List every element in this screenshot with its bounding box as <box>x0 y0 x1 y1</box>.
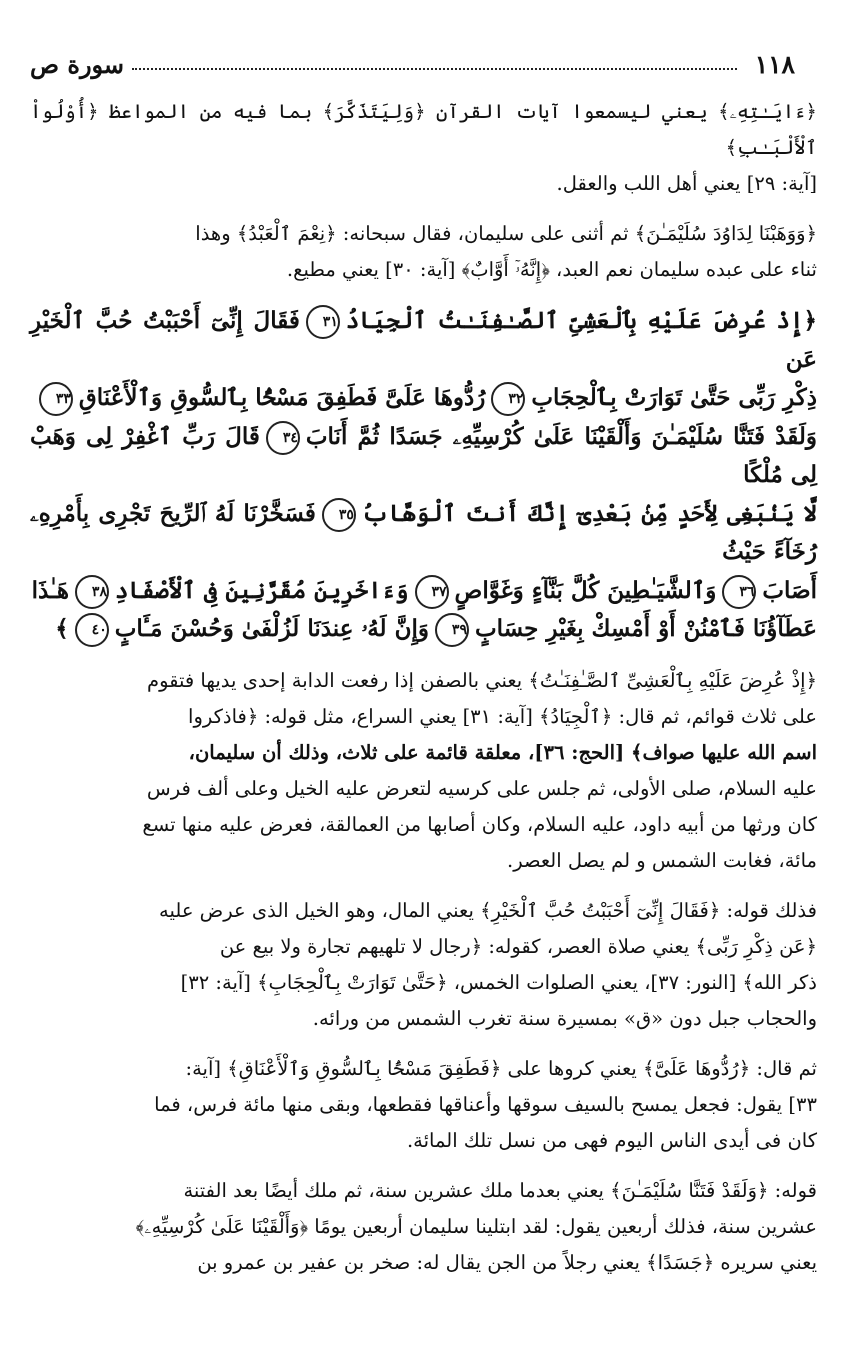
text-line: ﴿عَن ذِكْرِ رَبِّى﴾ يعني صلاة العصر، كقوله: ﴿رجال لا تلهيهم تجارة ولا بيع عن <box>219 934 817 958</box>
text-line: ﴿وَوَهَبْنَا لِدَاوُدَ سُلَيْمَـٰنَ﴾ ثم أثنى على سليمان، فقال سبحانه: ﴿نِعْمَ ٱلْعَبْدُ﴾ وهذا <box>195 222 817 245</box>
quran-line: عَطَآؤُنَا فَٱمْنُنْ أَوْ أَمْسِكْ بِغَيْرِ حِسَابٍ٣٩وَإِنَّ لَهُۥ عِندَنَا لَزُلْفَىٰ وَحُسْنَ مَـَٔابٍ٤٠﴾ <box>30 610 817 649</box>
text-line: كان ورثها من أبيه داود، عليه السلام، وكان أصابها من العمالقة، فعرض عليه منها تسع <box>142 812 817 836</box>
text-line: ﴿ءَايَـٰتِهِۦ﴾ يعني ليسمعوا آيات القرآن ﴿وَلِيَتَذَكَّرَ﴾ بما فيه من المواعظ ﴿أُوْلُواْ ٱلْأَلْبَـٰبِ﴾ <box>30 100 817 159</box>
commentary-3 <box>30 1051 817 1159</box>
text-line: ٣٣] يقول: فجعل يمسح بالسيف سوقها وأعناقها فقطعها، وبقى منها مائة فرس، فما <box>154 1092 817 1116</box>
page-header <box>30 44 795 84</box>
verse-end-marker: ٣١ <box>306 305 340 339</box>
text-line: ثناء على عبده سليمان نعم العبد، ﴿إِنَّهُۥٓ أَوَّابٌ﴾ [آية: ٣٠] يعني مطيع. <box>286 258 817 281</box>
quran-line: ذِكْرِ رَبِّى حَتَّىٰ تَوَارَتْ بِٱلْحِجَابِ٣٢رُدُّوهَا عَلَىَّ فَطَفِقَ مَسْحًۢا بِٱلسُّوقِ وَٱلْأَعْنَاقِ٣٣ <box>30 379 817 418</box>
text-line: مائة، فغابت الشمس و لم يصل العصر. <box>507 848 817 872</box>
text-line: ذكر الله﴾ [النور: ٣٧]، يعني الصلوات الخمس، ﴿حَتَّىٰ تَوَارَتْ بِٱلْحِجَابِ﴾ [آية: ٣٢] <box>180 970 817 994</box>
commentary-4 <box>30 1173 817 1281</box>
page-number: ١١٨ <box>754 49 795 79</box>
verse-end-marker: ٤٠ <box>75 613 109 647</box>
commentary-2 <box>30 893 817 1037</box>
verse-end-marker: ٣٣ <box>39 382 73 416</box>
text-line: ﴿إِذْ عُرِضَ عَلَيْهِ بِٱلْعَشِىِّ ٱلصَّـٰفِنَـٰتُ﴾ يعني بالصفن إذا رفعت الدابة إحدى يديها فتقوم <box>147 668 817 692</box>
text-line: اسم الله عليها صواف﴾ [الحج: ٣٦]، معلقة قائمة على ثلاث، وذلك أن سليمان، <box>188 740 817 764</box>
surah-title: سورة ص <box>30 49 125 79</box>
text-line: يعني سريره ﴿جَسَدًا﴾ يعني رجلاً من الجن يقال له: صخر بن عفير بن عمرو بن <box>197 1250 817 1274</box>
commentary-1 <box>30 663 817 879</box>
text-line: عشرين سنة، فذلك أربعين يقول: لقد ابتلينا سليمان أربعين يومًا ﴿وَأَلْقَيْنَا عَلَىٰ كُرْسِيِّهِۦ﴾ <box>135 1214 817 1238</box>
text-line: كان فى أيدى الناس اليوم فهى من نسل تلك المائة. <box>406 1128 817 1152</box>
text-line: عليه السلام، صلى الأولى، ثم جلس على كرسيه لتعرض عليه الخيل وعلى ألف فرس <box>146 776 817 800</box>
verse-end-marker: ٣٥ <box>322 498 356 532</box>
quran-line: وَلَقَدْ فَتَنَّا سُلَيْمَـٰنَ وَأَلْقَيْنَا عَلَىٰ كُرْسِيِّهِۦ جَسَدًا ثُمَّ أَنَابَ٣٤قَالَ رَبِّ ٱغْفِرْ لِى وَهَبْ لِى مُلْكًا <box>30 422 817 488</box>
text-line: على ثلاث قوائم، ثم قال: ﴿ٱلْجِيَادُ﴾ [آية: ٣١] يعني السراع، مثل قوله: ﴿فاذكروا <box>188 704 817 728</box>
quran-block <box>30 302 817 649</box>
verse-end-marker: ٣٧ <box>415 575 449 609</box>
paragraph-2 <box>30 216 817 288</box>
page-body <box>30 94 817 1281</box>
text-line: والحجاب جبل دون «ق» بمسيرة سنة تغرب الشمس من ورائه. <box>312 1006 817 1030</box>
verse-end-marker: ٣٦ <box>722 575 756 609</box>
text-line: قوله: ﴿وَلَقَدْ فَتَنَّا سُلَيْمَـٰنَ﴾ يعني بعدما ملك عشرين سنة، ثم ملك أيضًا بعد الفتنة <box>183 1178 817 1202</box>
text-line: فذلك قوله: ﴿فَقَالَ إِنِّىٓ أَحْبَبْتُ حُبَّ ٱلْخَيْرِ﴾ يعني المال، وهو الخيل الذى عرض عليه <box>159 898 817 922</box>
quran-line: لَّا يَنۢبَغِى لِأَحَدٍ مِّنۢ بَعْدِىٓ إِنَّكَ أَنتَ ٱلْوَهَّابُ٣٥فَسَخَّرْنَا لَهُ ٱلرِّيحَ تَجْرِى بِأَمْرِهِۦ رُخَآءً حَيْثُ <box>30 499 817 565</box>
verse-end-marker: ٣٨ <box>75 575 109 609</box>
text-line: ثم قال: ﴿رُدُّوهَا عَلَىَّ﴾ يعني كروها على ﴿فَطَفِقَ مَسْحًۢا بِٱلسُّوقِ وَٱلْأَعْنَاقِ﴾ [آية: <box>185 1056 817 1080</box>
verse-end-marker: ٣٤ <box>266 421 300 455</box>
paragraph-1 <box>30 94 817 202</box>
text-line: [آية: ٢٩] يعني أهل اللب والعقل. <box>556 172 817 195</box>
quran-line: ﴿إِذْ عُرِضَ عَلَيْهِ بِٱلْعَشِىِّ ٱلصَّـٰفِنَـٰتُ ٱلْجِيَادُ٣١فَقَالَ إِنِّىٓ أَحْبَبْتُ حُبَّ ٱلْخَيْرِ عَن <box>30 307 817 373</box>
verse-end-marker: ٣٢ <box>491 382 525 416</box>
verse-end-marker: ٣٩ <box>435 613 469 647</box>
quran-line: أَصَابَ٣٦وَٱلشَّيَـٰطِينَ كُلَّ بَنَّآءٍ وَغَوَّاصٍ٣٧وَءَاخَرِينَ مُقَرَّنِينَ فِى ٱلْأَصْفَادِ٣٨هَـٰذَا <box>30 572 817 611</box>
header-dotted-leader <box>132 68 737 70</box>
